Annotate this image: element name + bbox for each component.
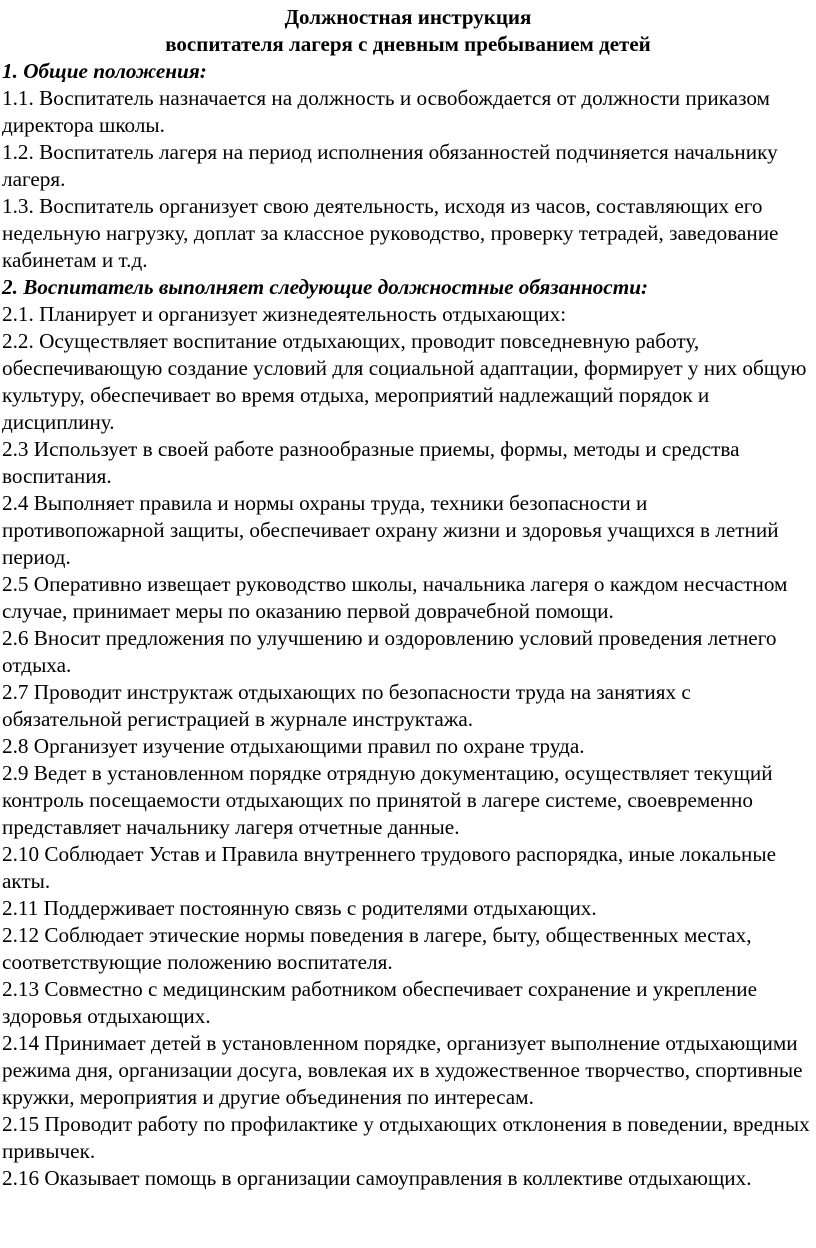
item-2-2: 2.2. Осуществляет воспитание отдыхающих, проводит повседневную работу, обеспечивающую создание условий для социальной адаптации, формирует у них общую культуру, обеспечивает во время отдыха, мероприятий надлежащий порядок и дисциплину. bbox=[2, 329, 807, 434]
document-title-line-2: воспитателя лагеря с дневным пребыванием детей bbox=[165, 32, 651, 56]
item-2-8: 2.8 Организует изучение отдыхающими правил по охране труда. bbox=[2, 734, 585, 758]
item-2-9: 2.9 Ведет в установленном порядке отрядную документацию, осуществляет текущий контроль посещаемости отдыхающих по принятой в лагере системе, своевременно представляет начальнику лагеря отчетные данные. bbox=[2, 761, 773, 839]
item-1-3: 1.3. Воспитатель организует свою деятельность, исходя из часов, составляющих его недельную нагрузку, доплат за классное руководство, проверку тетрадей, заведование кабинетам и т.д. bbox=[2, 194, 779, 272]
document-page bbox=[0, 4, 816, 1192]
item-1-1: 1.1. Воспитатель назначается на должность и освобождается от должности приказом директора школы. bbox=[2, 86, 770, 137]
item-2-14: 2.14 Принимает детей в установленном порядке, организует выполнение отдыхающими режима дня, организации досуга, вовлекая их в художественное творчество, спортивные кружки, мероприятия и другие объединения по интересам. bbox=[2, 1031, 803, 1109]
item-2-12: 2.12 Соблюдает этические нормы поведения в лагере, быту, общественных местах, соответствующие положению воспитателя. bbox=[2, 923, 752, 974]
item-2-4: 2.4 Выполняет правила и нормы охраны труда, техники безопасности и противопожарной защиты, обеспечивает охрану жизни и здоровья учащихся в летний период. bbox=[2, 491, 779, 569]
section-1-heading: 1. Общие положения: bbox=[2, 59, 207, 83]
item-2-7: 2.7 Проводит инструктаж отдыхающих по безопасности труда на занятиях с обязательной регистрацией в журнале инструктажа. bbox=[2, 680, 691, 731]
document-body bbox=[0, 58, 816, 1192]
item-2-11: 2.11 Поддерживает постоянную связь с родителями отдыхающих. bbox=[2, 896, 597, 920]
item-1-2: 1.2. Воспитатель лагеря на период исполнения обязанностей подчиняется начальнику лагеря. bbox=[2, 140, 778, 191]
item-2-15: 2.15 Проводит работу по профилактике у отдыхающих отклонения в поведении, вредных привычек. bbox=[2, 1112, 810, 1163]
item-2-6: 2.6 Вносит предложения по улучшению и оздоровлению условий проведения летнего отдыха. bbox=[2, 626, 777, 677]
section-2-heading: 2. Воспитатель выполняет следующие должностные обязанности: bbox=[2, 275, 649, 299]
item-2-5: 2.5 Оперативно извещает руководство школы, начальника лагеря о каждом несчастном случае, принимает меры по оказанию первой доврачебной помощи. bbox=[2, 572, 788, 623]
item-2-16: 2.16 Оказывает помощь в организации самоуправления в коллективе отдыхающих. bbox=[2, 1166, 752, 1190]
item-2-1: 2.1. Планирует и организует жизнедеятельность отдыхающих: bbox=[2, 302, 567, 326]
item-2-3: 2.3 Использует в своей работе разнообразные приемы, формы, методы и средства воспитания. bbox=[2, 437, 740, 488]
item-2-10: 2.10 Соблюдает Устав и Правила внутреннего трудового распорядка, иные локальные акты. bbox=[2, 842, 776, 893]
document-title-line-1: Должностная инструкция bbox=[284, 5, 532, 29]
item-2-13: 2.13 Совместно с медицинским работником обеспечивает сохранение и укрепление здоровья отдыхающих. bbox=[2, 977, 758, 1028]
